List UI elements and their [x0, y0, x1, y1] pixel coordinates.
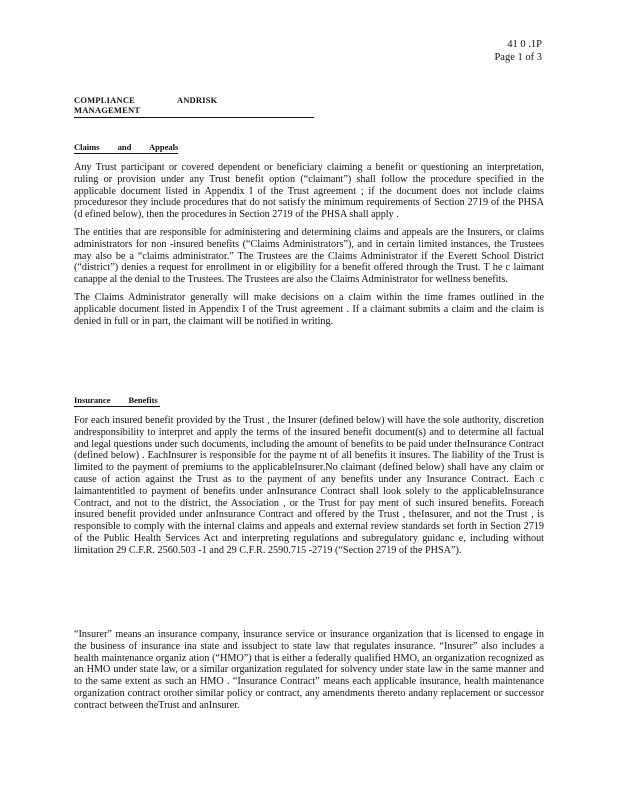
- claims-paragraph-2: The entities that are responsible for administering and determining claims and appeals are the Insurers, or claims administrators for non -insured benefits (“Claims Administrators”), and in certain limited instances, the Trustees may also be a “claims administrator.” The Trustees are the Claims Administrator if the Everett School District (“district”) denies a request for enrollment in or eligibility for a benefit offered through the Trust. T he c laimant canappe al the denial to the Trustees. The Trustees are also the Claims Administrator for wellness benefits.: [74, 226, 544, 286]
- document-title: COMPLIANCE ANDRISK MANAGEMENT: [74, 95, 314, 118]
- page-number: Page 1 of 3: [494, 52, 542, 63]
- claims-and-appeals-section: [74, 137, 544, 333]
- document-id: 41 0 .1P: [507, 39, 542, 50]
- insurer-definition-section: [74, 629, 544, 718]
- insurance-benefits-section: [74, 390, 544, 563]
- section-heading-insurance: Insurance Benefits: [74, 395, 160, 407]
- claims-paragraph-1: Any Trust participant or covered dependent or beneficiary claiming a benefit or questioning an interpretation, ruling or provision under any Trust benefit option (“claimant”) shall follow the procedure specified in the applicable document listed in Appendix I of the Trust agreement ; if the document does not include claims proceduresor they include procedures that do not satisfy the minimum requirements of Section 2719 of the PHSA (d efined below), then the procedures in Section 2719 of the PHSA shall apply .: [74, 162, 544, 221]
- insurance-paragraph-1: For each insured benefit provided by the Trust , the Insurer (defined below) will have the sole authority, discretion andresponsibility to interpret and apply the terms of the insured benefit document(s) and to determine all factual and legal questions under such documents, including the amount of benefits to be paid under theInsurance Contract (defined below) . EachInsurer is responsible for the payme nt of all benefits it insures. The liability of the Trust is limited to the payment of premiums to the applicableInsurer.No claimant (defined below) shall have any claim or cause of action against the Trust as to the payment of any benefits under any Insurance Contract. Each c laimantentitled to payment of benefits under anInsurance Contract shall look solely to the applicableInsurance Contract, and not to the district, the Association , or the Trust for pay ment of such insured benefits. Foreach insured benefit provided under anInsurance Contract and offered by the Trust , theInsurer, and not the Trust , is responsible to comply with the internal claims and appeals and external review standards set forth in Section 2719 of the Public Health Services Act and interpreting regulations and subregulatory guidanc e, including without limitation 29 C.F.R. 2560.503 -1 and 29 C.F.R. 2590.715 -2719 (“Section 2719 of the PHSA”).: [74, 415, 544, 556]
- section-heading-claims: Claims and Appeals: [74, 142, 179, 152]
- page-header: [494, 38, 542, 64]
- claims-paragraph-3: The Claims Administrator generally will make decisions on a claim within the time frames outlined in the applicable document listed in Appendix I of the Trust agreement . If a claimant submits a claim and the claim is denied in full or in part, the claimant will be notified in writing.: [74, 291, 544, 327]
- insurer-definition-paragraph: “Insurer” means an insurance company, insurance service or insurance organization that is licensed to engage in the business of insurance ina state and issubject to state law that regulates insurance. “Insurer” also includes a health maintenance organiz ation (“HMO”) that is either a federally qualified HMO, an organization recognized as an HMO under state law, or a similar organization regulated for solvency under state law in the same manner and to the same extent as such an HMO . “Insurance Contract” means each applicable insurance, health maintenance organization contract orother similar policy or contract, any amendments thereto andany replacement or successor contract between theTrust and anInsurer.: [74, 629, 544, 711]
